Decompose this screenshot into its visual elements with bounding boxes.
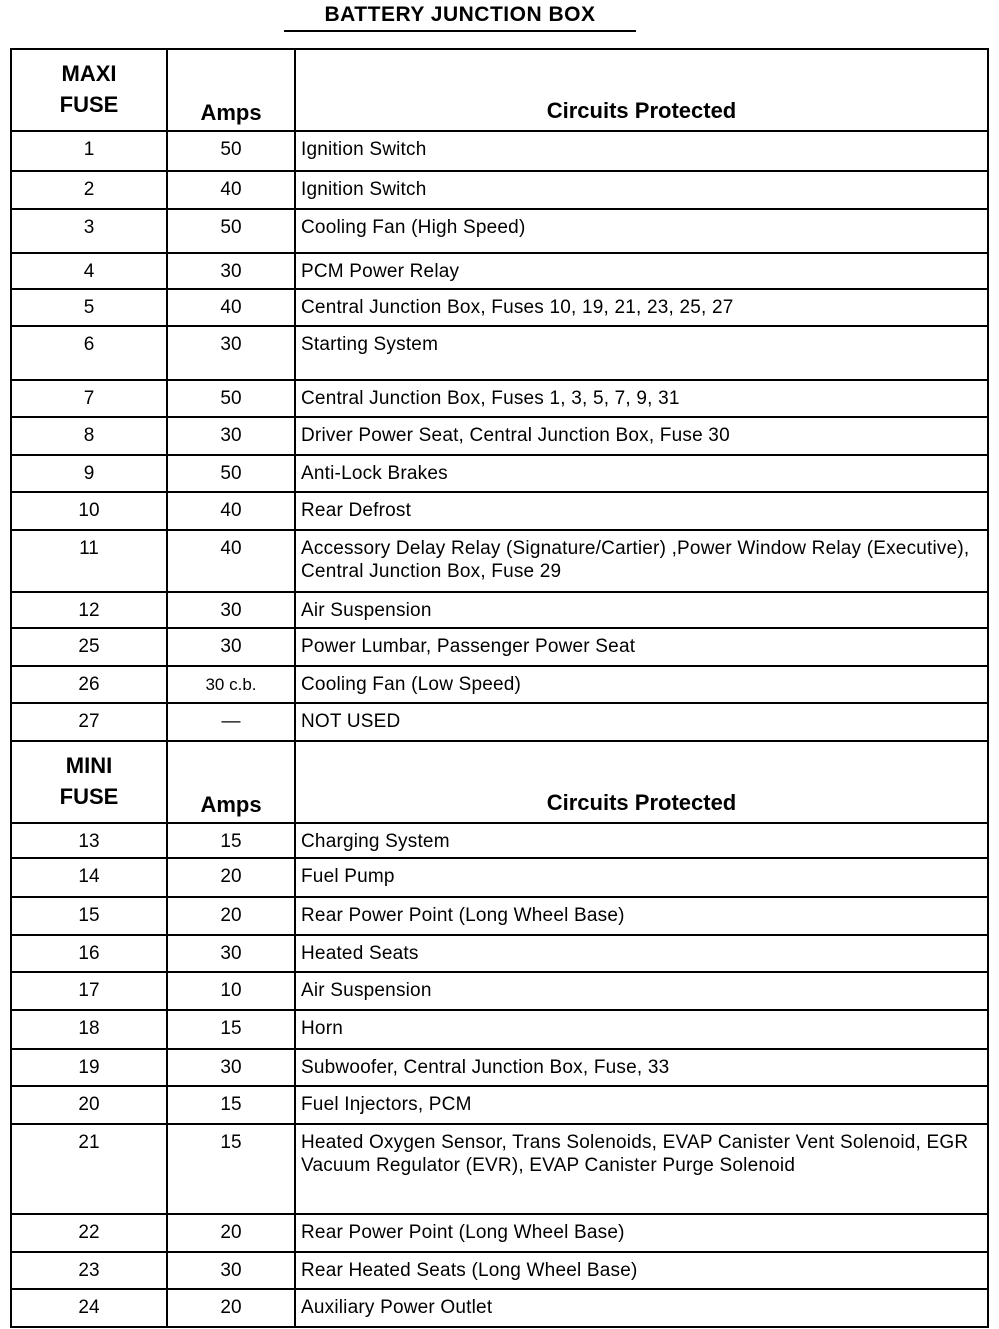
circuits-cell: Ignition Switch [295, 171, 988, 209]
fuse-number-cell: 2 [11, 171, 167, 209]
amps-cell: 30 [167, 628, 295, 666]
circuits-cell: Accessory Delay Relay (Signature/Cartier) ,Power Window Relay (Executive), Central Junction Box, Fuse 29 [295, 530, 988, 592]
table-row [11, 858, 988, 897]
fuse-number-cell: 23 [11, 1252, 167, 1289]
mini-fuse-header-line1: MINI [65, 753, 113, 778]
amps-cell: 30 [167, 592, 295, 628]
maxi-fuse-header [11, 49, 167, 131]
maxi-header-row [11, 49, 988, 131]
amps-cell: 15 [167, 823, 295, 858]
fuse-number-cell: 7 [11, 380, 167, 417]
table-row [11, 972, 988, 1010]
table-row [11, 1124, 988, 1214]
fuse-number-cell: 22 [11, 1214, 167, 1252]
fuse-number-cell: 24 [11, 1289, 167, 1327]
maxi-amps-header: Amps [167, 49, 295, 131]
amps-cell: 30 [167, 326, 295, 380]
amps-cell: 30 [167, 253, 295, 289]
fuse-number-cell: 14 [11, 858, 167, 897]
fuse-number-cell: 6 [11, 326, 167, 380]
circuits-cell: Central Junction Box, Fuses 10, 19, 21, 23, 25, 27 [295, 289, 988, 326]
table-row [11, 897, 988, 935]
circuits-cell: Cooling Fan (High Speed) [295, 209, 988, 253]
table-row [11, 253, 988, 289]
fuse-number-cell: 12 [11, 592, 167, 628]
fuse-number-cell: 11 [11, 530, 167, 592]
fuse-table-body [11, 49, 988, 1327]
fuse-number-cell: 5 [11, 289, 167, 326]
fuse-number-cell: 1 [11, 131, 167, 171]
amps-cell: 15 [167, 1010, 295, 1049]
circuits-cell: Rear Heated Seats (Long Wheel Base) [295, 1252, 988, 1289]
circuits-cell: Auxiliary Power Outlet [295, 1289, 988, 1327]
fuse-number-cell: 13 [11, 823, 167, 858]
amps-cell: 40 [167, 171, 295, 209]
table-row [11, 666, 988, 703]
maxi-fuse-header-line2: FUSE [59, 92, 119, 117]
table-row [11, 380, 988, 417]
fuse-number-cell: 16 [11, 935, 167, 972]
fuse-number-cell: 26 [11, 666, 167, 703]
table-row [11, 131, 988, 171]
amps-cell: 20 [167, 1289, 295, 1327]
table-row [11, 417, 988, 455]
table-row [11, 492, 988, 530]
table-row [11, 171, 988, 209]
table-row [11, 1289, 988, 1327]
circuits-cell: NOT USED [295, 703, 988, 741]
page-title: BATTERY JUNCTION BOX [284, 2, 636, 32]
circuits-cell: Air Suspension [295, 592, 988, 628]
circuits-cell: Central Junction Box, Fuses 1, 3, 5, 7, 9, 31 [295, 380, 988, 417]
fuse-number-cell: 10 [11, 492, 167, 530]
circuits-cell: Heated Seats [295, 935, 988, 972]
amps-cell: 20 [167, 897, 295, 935]
fuse-table [10, 48, 989, 1328]
fuse-number-cell: 3 [11, 209, 167, 253]
amps-cell: 30 c.b. [167, 666, 295, 703]
fuse-number-cell: 15 [11, 897, 167, 935]
fuse-number-cell: 17 [11, 972, 167, 1010]
amps-cell: 15 [167, 1086, 295, 1124]
fuse-number-cell: 27 [11, 703, 167, 741]
table-row [11, 530, 988, 592]
amps-cell: 40 [167, 530, 295, 592]
circuits-cell: Rear Power Point (Long Wheel Base) [295, 1214, 988, 1252]
amps-cell: — [167, 703, 295, 741]
circuits-cell: Anti-Lock Brakes [295, 455, 988, 492]
maxi-circuits-header: Circuits Protected [295, 49, 988, 131]
table-row [11, 455, 988, 492]
circuits-cell: Driver Power Seat, Central Junction Box, Fuse 30 [295, 417, 988, 455]
fuse-number-cell: 25 [11, 628, 167, 666]
circuits-cell: Cooling Fan (Low Speed) [295, 666, 988, 703]
table-row [11, 326, 988, 380]
table-row [11, 1049, 988, 1086]
table-row [11, 1214, 988, 1252]
fuse-number-cell: 19 [11, 1049, 167, 1086]
amps-cell: 40 [167, 289, 295, 326]
amps-cell: 20 [167, 1214, 295, 1252]
fuse-number-cell: 9 [11, 455, 167, 492]
table-row [11, 823, 988, 858]
fuse-number-cell: 8 [11, 417, 167, 455]
table-row [11, 209, 988, 253]
amps-cell: 10 [167, 972, 295, 1010]
mini-amps-header: Amps [167, 741, 295, 823]
amps-cell: 50 [167, 455, 295, 492]
circuits-cell: Air Suspension [295, 972, 988, 1010]
amps-cell: 30 [167, 1049, 295, 1086]
amps-cell: 50 [167, 131, 295, 171]
circuits-cell: Fuel Pump [295, 858, 988, 897]
maxi-fuse-header-line1: MAXI [61, 61, 117, 86]
amps-cell: 15 [167, 1124, 295, 1214]
table-row [11, 1252, 988, 1289]
amps-cell: 30 [167, 417, 295, 455]
amps-cell: 40 [167, 492, 295, 530]
circuits-cell: Fuel Injectors, PCM [295, 1086, 988, 1124]
mini-circuits-header: Circuits Protected [295, 741, 988, 823]
circuits-cell: Rear Power Point (Long Wheel Base) [295, 897, 988, 935]
circuits-cell: Power Lumbar, Passenger Power Seat [295, 628, 988, 666]
fuse-number-cell: 4 [11, 253, 167, 289]
table-row [11, 935, 988, 972]
circuits-cell: Starting System [295, 326, 988, 380]
circuits-cell: Ignition Switch [295, 131, 988, 171]
amps-cell: 50 [167, 380, 295, 417]
circuits-cell: Rear Defrost [295, 492, 988, 530]
fuse-number-cell: 21 [11, 1124, 167, 1214]
circuits-cell: Charging System [295, 823, 988, 858]
table-row [11, 628, 988, 666]
amps-cell: 50 [167, 209, 295, 253]
table-row [11, 1010, 988, 1049]
table-row [11, 592, 988, 628]
amps-cell: 30 [167, 935, 295, 972]
mini-fuse-header [11, 741, 167, 823]
circuits-cell: Subwoofer, Central Junction Box, Fuse, 33 [295, 1049, 988, 1086]
amps-cell: 30 [167, 1252, 295, 1289]
amps-cell: 20 [167, 858, 295, 897]
table-row [11, 1086, 988, 1124]
circuits-cell: Horn [295, 1010, 988, 1049]
circuits-cell: PCM Power Relay [295, 253, 988, 289]
mini-fuse-header-line2: FUSE [59, 784, 119, 809]
circuits-cell: Heated Oxygen Sensor, Trans Solenoids, EVAP Canister Vent Solenoid, EGR Vacuum Regulator (EVR), EVAP Canister Purge Solenoid [295, 1124, 988, 1214]
fuse-number-cell: 18 [11, 1010, 167, 1049]
mini-header-row [11, 741, 988, 823]
table-row [11, 289, 988, 326]
table-row [11, 703, 988, 741]
fuse-number-cell: 20 [11, 1086, 167, 1124]
